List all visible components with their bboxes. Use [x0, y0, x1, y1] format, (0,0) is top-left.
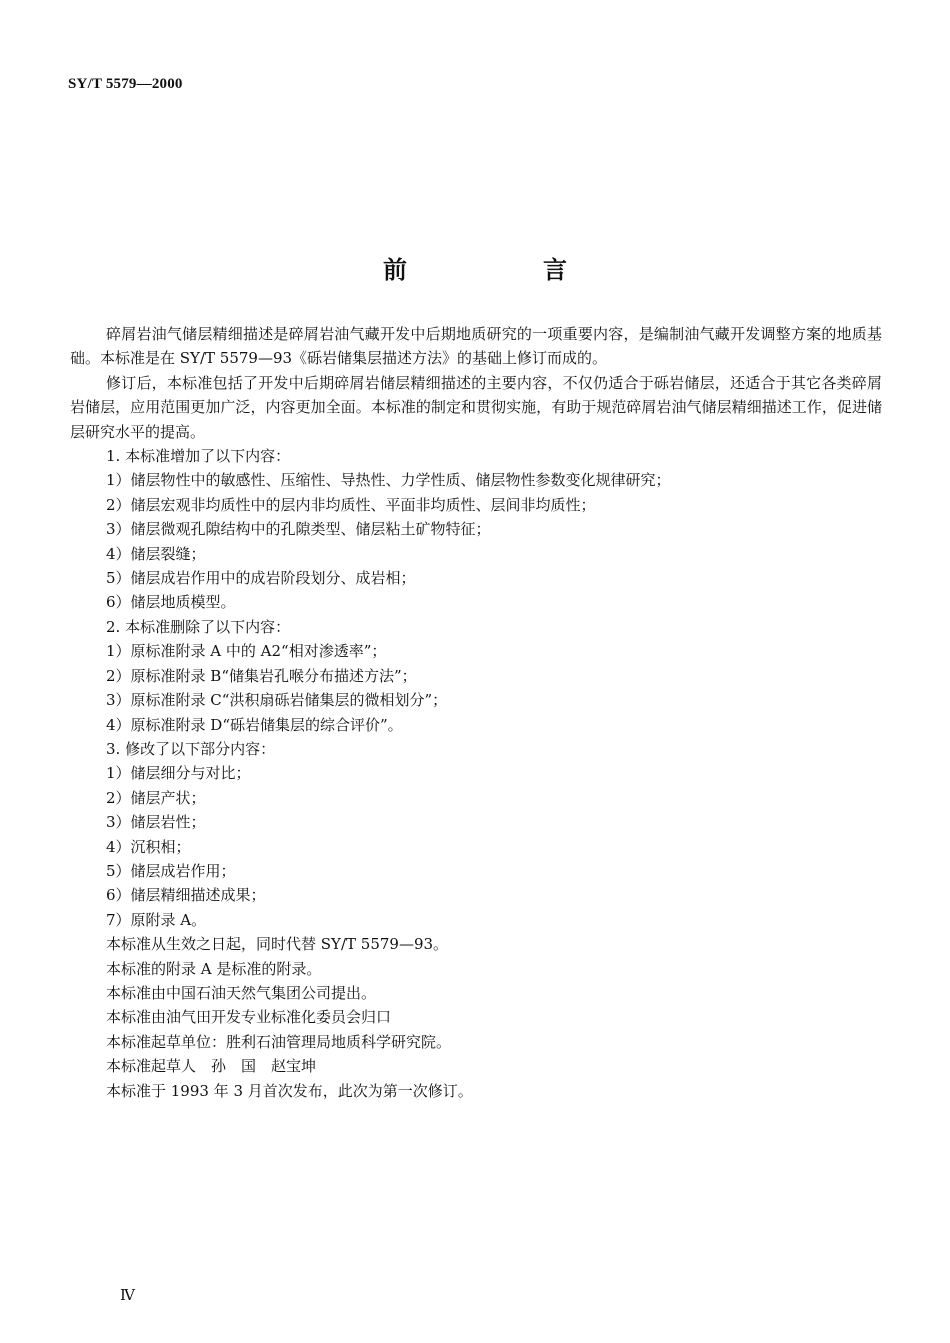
- page-title: 前 言: [383, 256, 623, 284]
- list-item: 1）储层细分与对比；: [106, 764, 251, 783]
- statement-supersedes: 本标准从生效之日起，同时代替 SY/T 5579—93。: [106, 935, 449, 954]
- list-item: 5）储层成岩作用中的成岩阶段划分、成岩相；: [106, 569, 416, 588]
- list-item: 1）原标准附录 A 中的 A2“相对渗透率”；: [106, 642, 387, 661]
- list-item: 3）储层微观孔隙结构中的孔隙类型、储层粘土矿物特征；: [106, 520, 491, 539]
- list-item: 6）储层地质模型。: [106, 593, 236, 612]
- paragraph-intro: 碎屑岩油气储层精细描述是碎屑岩油气藏开发中后期地质研究的一项重要内容，是编制油气藏开发调整方案的地质基础。本标准是在 SY/T 5579—93《砾岩储集层描述方法》的基础上修订而成的。: [70, 325, 882, 368]
- standard-code: SY/T 5579—2000: [68, 76, 183, 92]
- list-item: 6）储层精细描述成果；: [106, 886, 266, 905]
- section-added-heading: 1. 本标准增加了以下内容：: [106, 447, 291, 466]
- paragraph-revision: 修订后，本标准包括了开发中后期碎屑岩储层精细描述的主要内容，不仅仍适合于砾岩储层，还适合于其它各类碎屑岩储层，应用范围更加广泛，内容更加全面。本标准的制定和贯彻实施，有助于规范碎屑岩油气储层精细描述工作，促进储层研究水平的提高。: [70, 373, 882, 441]
- page-number: Ⅳ: [120, 1288, 135, 1304]
- list-item: 7）原附录 A。: [106, 910, 207, 929]
- list-item: 4）沉积相；: [106, 837, 191, 856]
- statement-appendix: 本标准的附录 A 是标准的附录。: [106, 959, 322, 978]
- list-item: 4）原标准附录 D“砾岩储集层的综合评价”。: [106, 715, 403, 734]
- list-item: 2）储层宏观非均质性中的层内非均质性、平面非均质性、层间非均质性；: [106, 495, 596, 514]
- section-deleted-heading: 2. 本标准删除了以下内容：: [106, 617, 291, 636]
- list-item: 2）储层产状；: [106, 788, 206, 807]
- statement-history: 本标准于 1993 年 3 月首次发布，此次为第一次修订。: [106, 1081, 473, 1100]
- list-item: 3）原标准附录 C“洪积扇砾岩储集层的微相划分”；: [106, 691, 448, 710]
- list-item: 4）储层裂缝；: [106, 544, 206, 563]
- list-item: 2）原标准附录 B“储集岩孔喉分布描述方法”；: [106, 666, 417, 685]
- foreword-body: [70, 322, 882, 1103]
- statement-committee: 本标准由油气田开发专业标准化委员会归口: [106, 1008, 392, 1027]
- list-item: 3）储层岩性；: [106, 813, 206, 832]
- section-modified-heading: 3. 修改了以下部分内容：: [106, 739, 276, 758]
- statement-drafters: 本标准起草人 孙 国 赵宝坤: [106, 1057, 317, 1076]
- statement-proposer: 本标准由中国石油天然气集团公司提出。: [106, 983, 377, 1002]
- list-item: 5）储层成岩作用；: [106, 861, 236, 880]
- statement-drafting-unit: 本标准起草单位：胜利石油管理局地质科学研究院。: [106, 1032, 452, 1051]
- list-item: 1）储层物性中的敏感性、压缩性、导热性、力学性质、储层物性参数变化规律研究；: [106, 471, 671, 490]
